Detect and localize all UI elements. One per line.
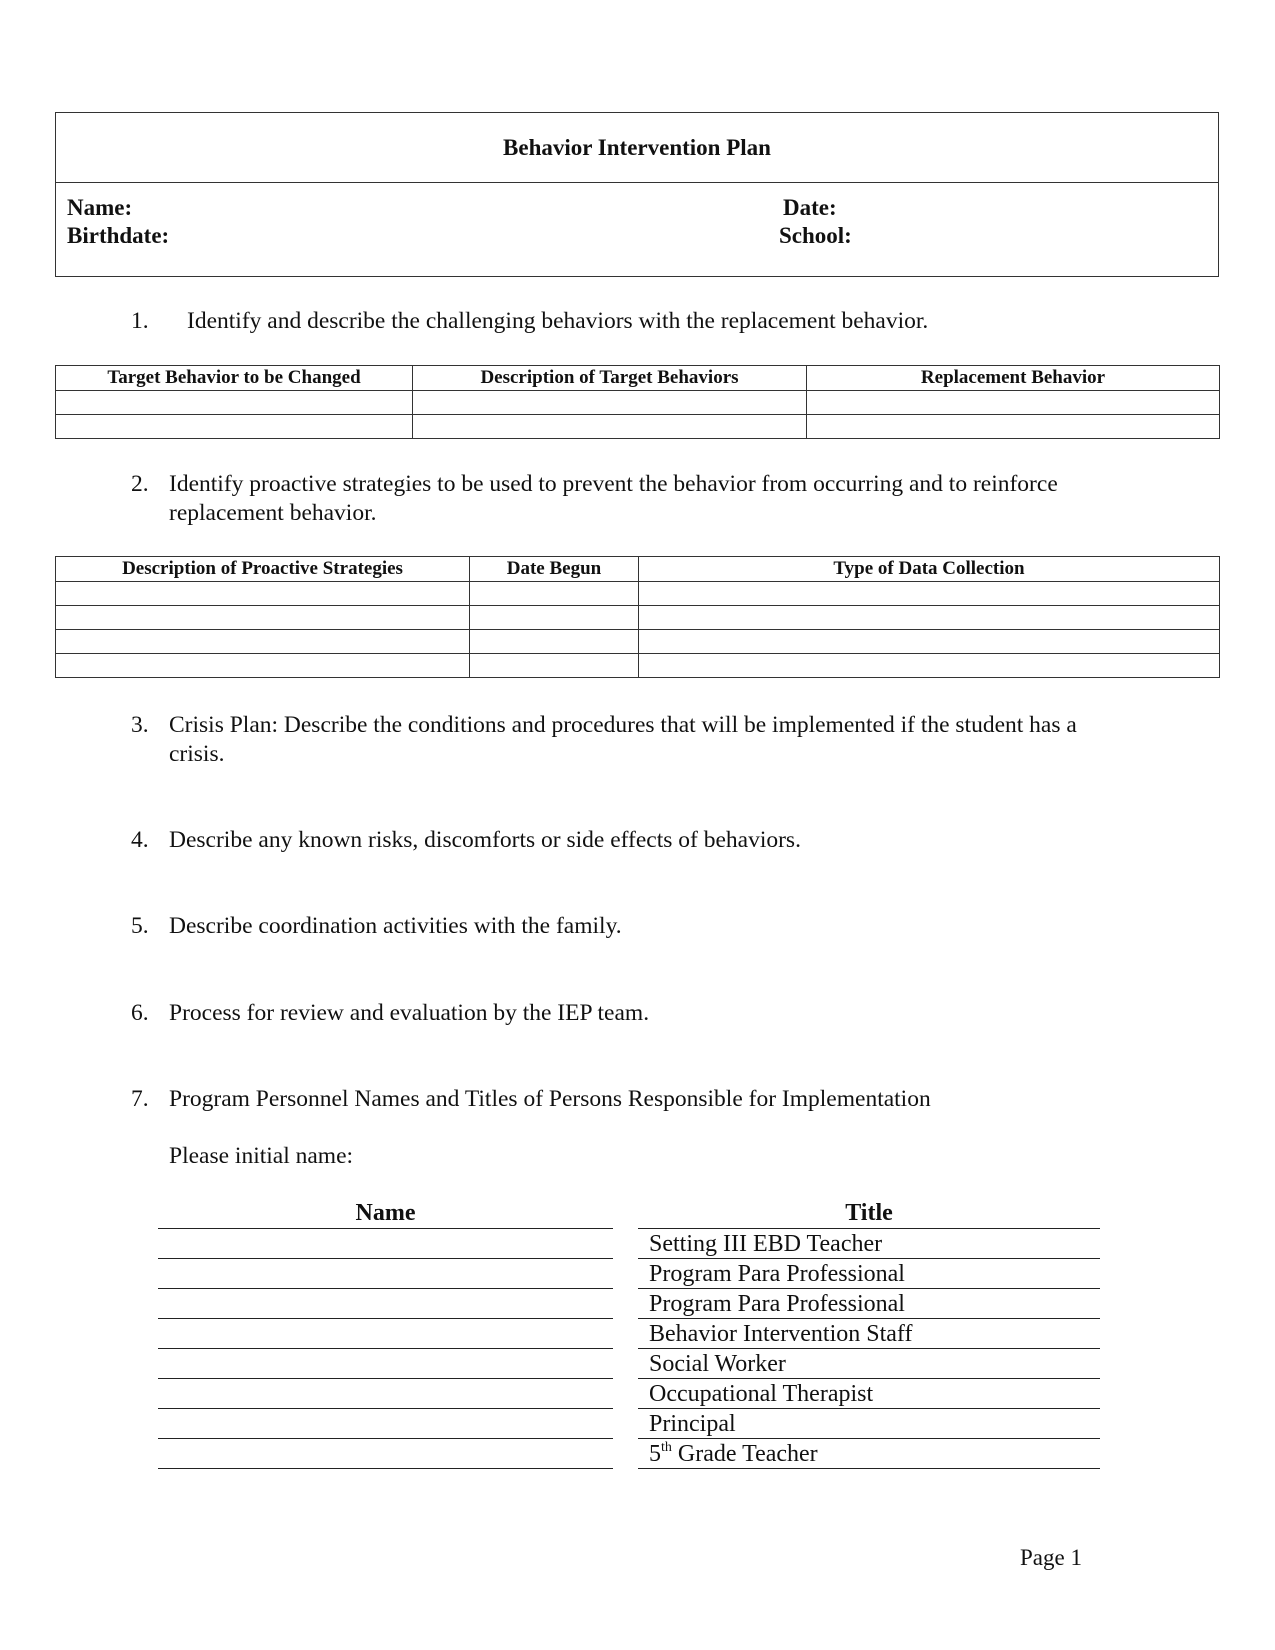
form-title: Behavior Intervention Plan xyxy=(56,113,1218,183)
name-line[interactable] xyxy=(158,1378,613,1379)
item-text-line-1: Crisis Plan: Describe the conditions and procedures that will be implemented if the student has a xyxy=(169,712,1077,738)
item-text: Describe coordination activities with the family. xyxy=(169,913,622,939)
title-entry: Program Para Professional xyxy=(649,1291,905,1317)
strategies-table xyxy=(55,556,1220,678)
item-number: 6. xyxy=(131,1000,149,1026)
item-number: 2. xyxy=(131,471,149,497)
title-line xyxy=(638,1318,1100,1319)
column-header: Replacement Behavior xyxy=(807,366,1220,391)
title-line xyxy=(638,1258,1100,1259)
table-cell[interactable] xyxy=(639,582,1220,606)
table-cell[interactable] xyxy=(470,582,639,606)
table-header-row xyxy=(56,557,1220,582)
title-line xyxy=(638,1438,1100,1439)
table-row xyxy=(56,630,1220,654)
item-text-line-1: Identify proactive strategies to be used to prevent the behavior from occurring and to reinforce xyxy=(169,471,1058,497)
title-entry: Principal xyxy=(649,1411,736,1437)
school-label: School: xyxy=(779,223,852,248)
name-line[interactable] xyxy=(158,1408,613,1409)
name-line[interactable] xyxy=(158,1438,613,1439)
column-header: Description of Proactive Strategies xyxy=(56,557,470,582)
table-cell[interactable] xyxy=(470,654,639,678)
item-text: Program Personnel Names and Titles of Persons Responsible for Implementation xyxy=(169,1086,931,1112)
item-number: 3. xyxy=(131,712,149,738)
title-line xyxy=(638,1468,1100,1469)
item-number: 1. xyxy=(131,308,149,334)
table-cell[interactable] xyxy=(56,415,413,439)
item-number: 4. xyxy=(131,827,149,853)
title-line xyxy=(638,1348,1100,1349)
name-line[interactable] xyxy=(158,1258,613,1259)
table-cell[interactable] xyxy=(56,391,413,415)
table-cell[interactable] xyxy=(413,391,807,415)
name-line[interactable] xyxy=(158,1228,613,1229)
table-cell[interactable] xyxy=(56,582,470,606)
column-header: Date Begun xyxy=(470,557,639,582)
table-cell[interactable] xyxy=(56,606,470,630)
title-suffix: Grade Teacher xyxy=(671,1441,818,1467)
title-line xyxy=(638,1228,1100,1229)
item-text: Describe any known risks, discomforts or side effects of behaviors. xyxy=(169,827,801,853)
title-prefix: 5 xyxy=(649,1441,661,1467)
name-line[interactable] xyxy=(158,1348,613,1349)
behavior-table xyxy=(55,365,1220,439)
item-text-line-2: replacement behavior. xyxy=(169,500,377,526)
item-number: 7. xyxy=(131,1086,149,1112)
table-cell[interactable] xyxy=(470,606,639,630)
title-superscript: th xyxy=(661,1440,672,1455)
table-row xyxy=(56,415,1220,439)
title-line xyxy=(638,1378,1100,1379)
table-header-row xyxy=(56,366,1220,391)
table-cell[interactable] xyxy=(807,391,1220,415)
table-cell[interactable] xyxy=(413,415,807,439)
page-number: Page 1 xyxy=(1020,1545,1082,1570)
item-text-line-2: crisis. xyxy=(169,741,225,767)
table-cell[interactable] xyxy=(639,630,1220,654)
item-text: Identify and describe the challenging behaviors with the replacement behavior. xyxy=(187,308,929,334)
item-text: Process for review and evaluation by the IEP team. xyxy=(169,1000,650,1026)
table-row xyxy=(56,606,1220,630)
table-row xyxy=(56,582,1220,606)
item-number: 5. xyxy=(131,913,149,939)
title-entry: Setting III EBD Teacher xyxy=(649,1231,883,1257)
title-line xyxy=(638,1408,1100,1409)
table-cell[interactable] xyxy=(807,415,1220,439)
table-row xyxy=(56,391,1220,415)
table-cell[interactable] xyxy=(639,606,1220,630)
name-column-header: Name xyxy=(355,1200,416,1226)
title-entry: Behavior Intervention Staff xyxy=(649,1321,913,1347)
name-line[interactable] xyxy=(158,1288,613,1289)
table-cell[interactable] xyxy=(56,654,470,678)
header-box xyxy=(55,112,1219,277)
table-cell[interactable] xyxy=(56,630,470,654)
name-label: Name: xyxy=(67,195,133,220)
table-cell[interactable] xyxy=(639,654,1220,678)
initial-instruction: Please initial name: xyxy=(169,1143,354,1169)
name-line[interactable] xyxy=(158,1468,613,1469)
column-header: Description of Target Behaviors xyxy=(413,366,807,391)
birthdate-label: Birthdate: xyxy=(67,223,170,248)
title-entry: Social Worker xyxy=(649,1351,786,1377)
title-line xyxy=(638,1288,1100,1289)
title-entry: Program Para Professional xyxy=(649,1261,905,1287)
table-cell[interactable] xyxy=(470,630,639,654)
title-entry: Occupational Therapist xyxy=(649,1381,874,1407)
column-header: Target Behavior to be Changed xyxy=(56,366,413,391)
title-column-header: Title xyxy=(845,1200,893,1226)
date-label: Date: xyxy=(783,195,837,220)
column-header: Type of Data Collection xyxy=(639,557,1220,582)
table-row xyxy=(56,654,1220,678)
name-line[interactable] xyxy=(158,1318,613,1319)
title-entry xyxy=(649,1440,818,1468)
